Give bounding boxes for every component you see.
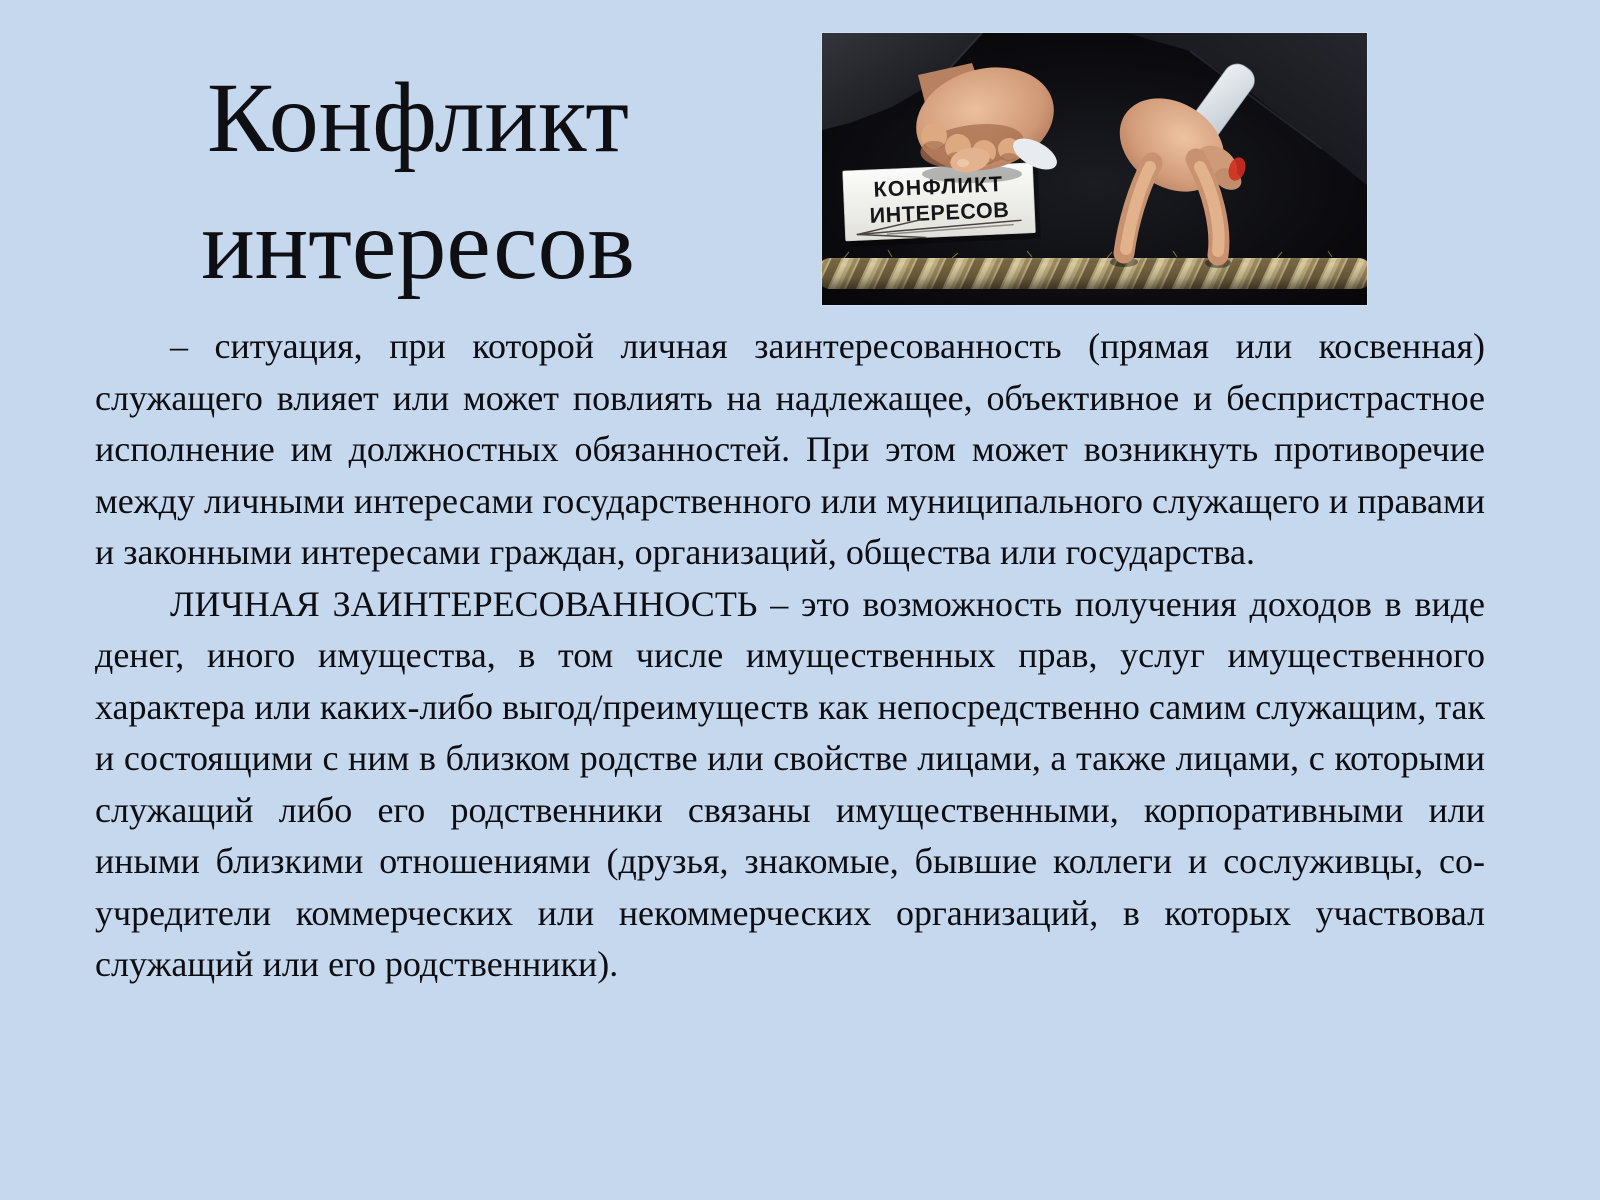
definition-paragraph: – ситуация, при которой личная заинтересованность (прямая или косвенная) служащего влияет или может повлиять на надлежащее, объективное и беспристрастное исполнение им должностных обязанностей. При этом может возникнуть противоречие между личными интересами государственного или муниципального служащего и правами и законными интересами граждан, организаций, общества или государства. xyxy=(95,326,1485,572)
personal-interest-paragraph: ЛИЧНАЯ ЗАИНТЕРЕСОВАННОСТЬ – это возможность получения доходов в виде денег, иного имущества, в том числе имущественных прав, услуг имущественного характера или каких-либо выгод/преимуществ как непосредственно самим служащим, так и состоящими с ним в близком родстве или свойстве лицами, а также лицами, с которыми служащий либо его родственники связаны имущественными, корпоративными или иными близкими отношениями (друзья, знакомые, бывшие коллеги и сослуживцы, со- учредители коммерческих или некоммерческих организаций, в которых участвовал служащий или его родственники). xyxy=(95,583,1485,984)
page-title: Конфликт интересов xyxy=(201,62,635,300)
card-text-line1: КОНФЛИКТ xyxy=(873,172,1004,202)
photo-canvas xyxy=(822,33,1367,305)
card-text-line2: ИНТЕРЕСОВ xyxy=(869,197,1010,228)
slide-body xyxy=(95,321,1485,991)
conflict-of-interest-photo xyxy=(822,33,1367,305)
